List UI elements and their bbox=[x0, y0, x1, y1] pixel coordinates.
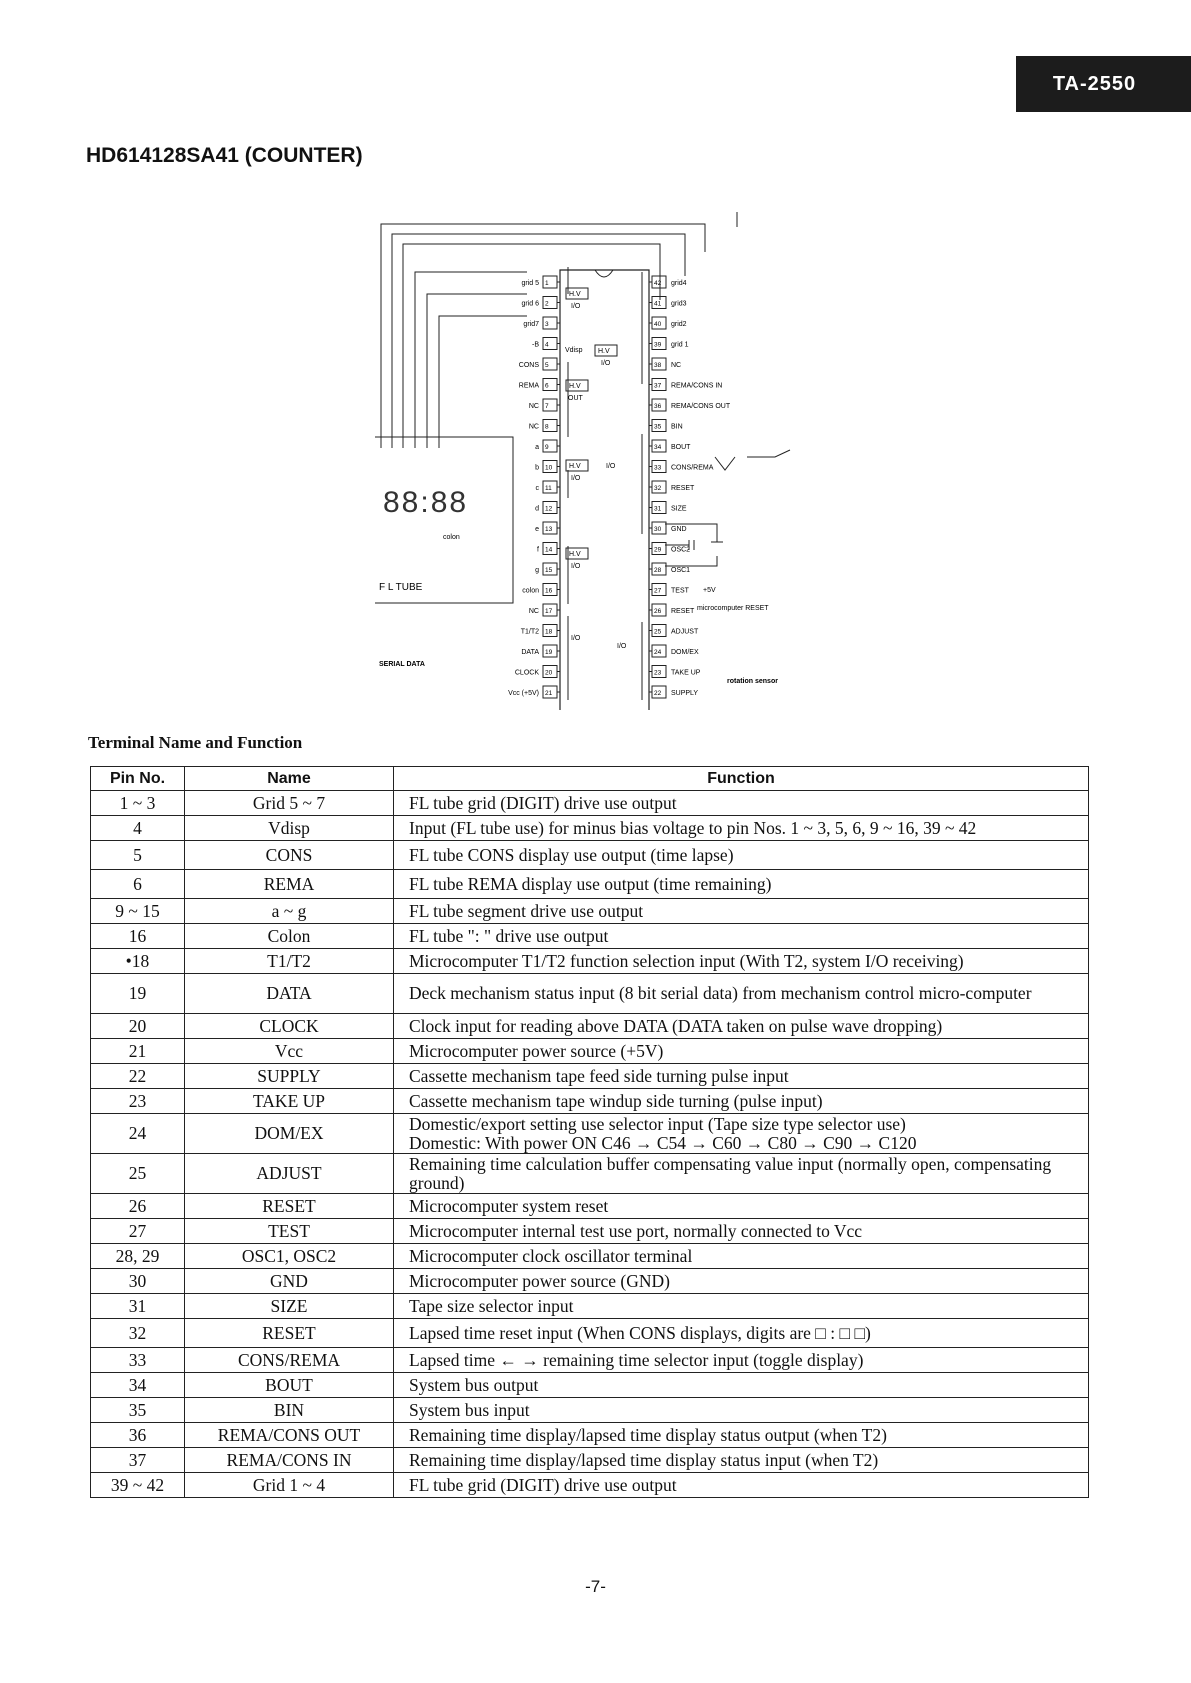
pin-number: 22 bbox=[654, 690, 662, 697]
left-pin-label: colon bbox=[522, 587, 539, 595]
table-row bbox=[91, 1373, 1089, 1398]
pin-number: 12 bbox=[545, 505, 553, 513]
function-cell: Tape size selector input bbox=[394, 1294, 1089, 1319]
pin-number: 6 bbox=[545, 382, 549, 390]
pin-no-cell: 34 bbox=[91, 1373, 185, 1398]
function-cell: System bus output bbox=[394, 1373, 1089, 1398]
name-cell: REMA/CONS IN bbox=[185, 1448, 394, 1473]
right-pin-label: BIN bbox=[671, 423, 683, 431]
pin-no-cell: 6 bbox=[91, 870, 185, 899]
function-cell: Microcomputer internal test use port, normally connected to Vcc bbox=[394, 1219, 1089, 1244]
function-cell: Lapsed time reset input (When CONS displays, digits are □ : □ □) bbox=[394, 1319, 1089, 1348]
name-cell: T1/T2 bbox=[185, 949, 394, 974]
pin-number: 11 bbox=[545, 485, 552, 492]
right-pin bbox=[649, 297, 687, 309]
table-row bbox=[91, 1219, 1089, 1244]
left-pin bbox=[522, 584, 560, 596]
pin-number: 35 bbox=[654, 423, 662, 431]
left-pin bbox=[519, 379, 560, 391]
right-pin-label: DOM/EX bbox=[671, 649, 699, 656]
right-pin bbox=[649, 317, 687, 329]
name-cell: Colon bbox=[185, 924, 394, 949]
page-heading: HD614128SA41 (COUNTER) bbox=[86, 144, 363, 167]
table-row bbox=[91, 1154, 1089, 1194]
inner-io-r2: I/O bbox=[606, 463, 616, 470]
pin-no-cell: 37 bbox=[91, 1448, 185, 1473]
right-pin bbox=[649, 379, 722, 391]
right-pin-label: CONS/REMA bbox=[671, 464, 714, 472]
name-cell: DOM/EX bbox=[185, 1114, 394, 1154]
function-cell: Remaining time display/lapsed time display status input (when T2) bbox=[394, 1448, 1089, 1473]
right-pin-label: TEST bbox=[671, 587, 689, 595]
left-pin-label: DATA bbox=[521, 649, 539, 656]
pin-no-cell: 5 bbox=[91, 841, 185, 870]
function-cell: Microcomputer T1/T2 function selection input (With T2, system I/O receiving) bbox=[394, 949, 1089, 974]
left-pin bbox=[523, 317, 560, 329]
left-pin-label: grid 6 bbox=[521, 300, 539, 308]
pin-number: 28 bbox=[654, 567, 662, 574]
right-pin bbox=[649, 625, 699, 637]
inner-io-3: I/O bbox=[571, 475, 581, 482]
table-row bbox=[91, 1423, 1089, 1448]
pin-no-cell: 31 bbox=[91, 1294, 185, 1319]
name-cell: TEST bbox=[185, 1219, 394, 1244]
table-row bbox=[91, 1473, 1089, 1498]
pin-number: 4 bbox=[545, 341, 549, 349]
pin-number: 36 bbox=[654, 403, 662, 410]
right-pin-label: REMA/CONS IN bbox=[671, 382, 723, 390]
function-cell: Input (FL tube use) for minus bias voltage to pin Nos. 1 ~ 3, 5, 6, 9 ~ 16, 39 ~ 42 bbox=[394, 816, 1089, 841]
left-pins bbox=[508, 276, 560, 698]
right-pin-label: SIZE bbox=[671, 505, 687, 513]
left-pin bbox=[515, 666, 560, 678]
table-row bbox=[91, 1064, 1089, 1089]
pin-number: 8 bbox=[545, 423, 549, 431]
pin-number: 40 bbox=[654, 321, 662, 328]
left-pin bbox=[535, 461, 560, 473]
pin-no-cell: 35 bbox=[91, 1398, 185, 1423]
left-pin-label: -B bbox=[532, 341, 539, 349]
left-pin-label: g bbox=[535, 567, 539, 574]
table-row bbox=[91, 816, 1089, 841]
name-cell: Vcc bbox=[185, 1039, 394, 1064]
right-pin bbox=[649, 399, 731, 411]
table-row bbox=[91, 1448, 1089, 1473]
table-row bbox=[91, 1194, 1089, 1219]
pin-no-cell: 27 bbox=[91, 1219, 185, 1244]
right-pin bbox=[649, 461, 714, 473]
pin-number: 24 bbox=[654, 649, 662, 656]
left-pin bbox=[535, 563, 560, 575]
inner-io-r3: I/O bbox=[617, 643, 627, 650]
pin-no-cell: •18 bbox=[91, 949, 185, 974]
pin-no-cell: 23 bbox=[91, 1089, 185, 1114]
plus5v-label: +5V bbox=[703, 587, 716, 594]
right-pin bbox=[649, 686, 698, 698]
right-pin bbox=[649, 604, 695, 616]
right-pin bbox=[649, 481, 695, 493]
model-tab bbox=[1016, 56, 1191, 112]
right-pin-label: GND bbox=[671, 526, 687, 533]
table-row bbox=[91, 949, 1089, 974]
right-pin-label: grid 1 bbox=[671, 341, 689, 349]
left-pin-label: NC bbox=[528, 423, 539, 431]
name-cell: REMA bbox=[185, 870, 394, 899]
right-pin-label: RESET bbox=[671, 485, 695, 492]
pin-number: 2 bbox=[545, 300, 549, 308]
function-cell: FL tube segment drive use output bbox=[394, 899, 1089, 924]
table-row bbox=[91, 924, 1089, 949]
left-pin-label: d bbox=[535, 505, 539, 513]
function-cell: Microcomputer clock oscillator terminal bbox=[394, 1244, 1089, 1269]
function-cell: Domestic/export setting use selector input (Tape size type selector use) Domestic: With power ON C46 → C54 → C60 → C80 → C90 → C120 bbox=[394, 1114, 1089, 1154]
table-row bbox=[91, 1398, 1089, 1423]
name-cell: SUPPLY bbox=[185, 1064, 394, 1089]
right-pin-label: ADJUST bbox=[671, 628, 699, 636]
left-pin bbox=[521, 276, 560, 288]
pin-number: 42 bbox=[654, 280, 662, 287]
left-pin-label: NC bbox=[528, 608, 539, 615]
function-cell: Lapsed time ← → remaining time selector input (toggle display) bbox=[394, 1348, 1089, 1373]
table-row bbox=[91, 1039, 1089, 1064]
left-pin bbox=[521, 297, 560, 309]
left-pin-label: CLOCK bbox=[514, 669, 539, 677]
name-cell: Vdisp bbox=[185, 816, 394, 841]
terminal-table bbox=[90, 766, 1089, 1498]
function-cell: FL tube CONS display use output (time lapse) bbox=[394, 841, 1089, 870]
left-pin bbox=[535, 522, 560, 534]
right-pin bbox=[649, 358, 681, 370]
pin-number: 32 bbox=[654, 485, 662, 492]
name-cell: BOUT bbox=[185, 1373, 394, 1398]
pin-number: 25 bbox=[654, 628, 662, 636]
pin-number: 16 bbox=[545, 587, 553, 595]
function-cell: Cassette mechanism tape feed side turning pulse input bbox=[394, 1064, 1089, 1089]
table-row bbox=[91, 1319, 1089, 1348]
pin-number: 37 bbox=[654, 382, 662, 390]
pin-diagram bbox=[375, 212, 825, 710]
inner-hv-r1: H.V bbox=[598, 348, 610, 355]
pin-number: 15 bbox=[545, 567, 553, 574]
left-pin-label: b bbox=[535, 464, 539, 472]
pin-number: 5 bbox=[545, 362, 549, 369]
left-pin bbox=[519, 358, 560, 370]
table-row bbox=[91, 1348, 1089, 1373]
right-pin bbox=[649, 338, 689, 350]
pin-no-cell: 39 ~ 42 bbox=[91, 1473, 185, 1498]
left-pin-label: REMA bbox=[518, 382, 539, 390]
left-pin-label: T1/T2 bbox=[520, 628, 539, 636]
pin-no-cell: 36 bbox=[91, 1423, 185, 1448]
name-cell: ADJUST bbox=[185, 1154, 394, 1194]
left-pin bbox=[535, 502, 560, 514]
micro-reset-label: microcomputer RESET bbox=[697, 605, 769, 612]
left-pin-label: e bbox=[535, 526, 539, 533]
left-pin bbox=[529, 399, 560, 411]
pin-number: 38 bbox=[654, 362, 662, 369]
function-cell: FL tube ": " drive use output bbox=[394, 924, 1089, 949]
table-row bbox=[91, 1014, 1089, 1039]
right-pin bbox=[649, 666, 701, 678]
name-cell: REMA/CONS OUT bbox=[185, 1423, 394, 1448]
name-cell: Grid 1 ~ 4 bbox=[185, 1473, 394, 1498]
pin-number: 20 bbox=[545, 669, 553, 677]
pin-number: 19 bbox=[545, 649, 553, 656]
right-pin bbox=[649, 440, 691, 452]
pin-no-cell: 32 bbox=[91, 1319, 185, 1348]
pin-number: 13 bbox=[545, 526, 553, 533]
left-pin bbox=[536, 481, 561, 493]
pin-no-cell: 26 bbox=[91, 1194, 185, 1219]
right-pin-label: BOUT bbox=[671, 444, 691, 451]
right-pin-label: OSC2 bbox=[671, 546, 691, 554]
pin-no-cell: 1 ~ 3 bbox=[91, 791, 185, 816]
left-pin bbox=[508, 686, 560, 698]
name-cell: SIZE bbox=[185, 1294, 394, 1319]
name-cell: OSC1, OSC2 bbox=[185, 1244, 394, 1269]
function-cell: Deck mechanism status input (8 bit serial data) from mechanism control micro-computer bbox=[394, 974, 1089, 1014]
pin-number: 23 bbox=[654, 669, 662, 677]
table-row bbox=[91, 1294, 1089, 1319]
right-pin-label: NC bbox=[671, 362, 682, 369]
pin-number: 7 bbox=[545, 403, 549, 410]
function-cell: Cassette mechanism tape windup side turning (pulse input) bbox=[394, 1089, 1089, 1114]
header-name: Name bbox=[185, 767, 394, 791]
pin-no-cell: 16 bbox=[91, 924, 185, 949]
inner-hv-3: H.V bbox=[569, 463, 581, 470]
inner-io-4: I/O bbox=[571, 563, 581, 570]
inner-io-5: I/O bbox=[571, 635, 581, 642]
model-number: TA-2550 bbox=[1052, 72, 1137, 95]
function-cell: Microcomputer power source (GND) bbox=[394, 1269, 1089, 1294]
pin-number: 1 bbox=[545, 280, 549, 287]
name-cell: CLOCK bbox=[185, 1014, 394, 1039]
pin-no-cell: 22 bbox=[91, 1064, 185, 1089]
table-row bbox=[91, 1269, 1089, 1294]
right-pin bbox=[649, 584, 690, 596]
left-pin bbox=[529, 604, 560, 616]
right-pin bbox=[649, 420, 683, 432]
inner-io-r1: I/O bbox=[601, 360, 611, 367]
right-pin-label: OSC1 bbox=[671, 567, 691, 574]
fl-display-digits: 88:88 bbox=[383, 486, 469, 519]
pin-number: 26 bbox=[654, 608, 662, 615]
function-cell: Microcomputer system reset bbox=[394, 1194, 1089, 1219]
pin-no-cell: 20 bbox=[91, 1014, 185, 1039]
pin-no-cell: 30 bbox=[91, 1269, 185, 1294]
function-cell: Remaining time calculation buffer compensating value input (normally open, compensating ground) bbox=[394, 1154, 1089, 1194]
table-row bbox=[91, 791, 1089, 816]
pin-number: 39 bbox=[654, 341, 662, 349]
function-cell: System bus input bbox=[394, 1398, 1089, 1423]
pin-number: 9 bbox=[545, 444, 549, 451]
left-pin-label: c bbox=[535, 485, 539, 492]
left-pin bbox=[537, 543, 560, 555]
table-row bbox=[91, 1244, 1089, 1269]
left-pin-label: Vcc (+5V) bbox=[508, 690, 539, 697]
function-cell: Remaining time display/lapsed time display status output (when T2) bbox=[394, 1423, 1089, 1448]
pin-number: 41 bbox=[654, 300, 662, 308]
table-row bbox=[91, 870, 1089, 899]
rotation-sensor-label: rotation sensor bbox=[727, 678, 778, 685]
right-pin bbox=[649, 563, 690, 575]
name-cell: RESET bbox=[185, 1319, 394, 1348]
name-cell: CONS bbox=[185, 841, 394, 870]
pin-number: 27 bbox=[654, 587, 662, 595]
left-pin bbox=[535, 440, 560, 452]
name-cell: CONS/REMA bbox=[185, 1348, 394, 1373]
table-row bbox=[91, 899, 1089, 924]
left-pin-label: NC bbox=[528, 403, 539, 410]
right-pin bbox=[649, 645, 699, 657]
right-pin bbox=[649, 543, 690, 555]
function-cell: Clock input for reading above DATA (DATA taken on pulse wave dropping) bbox=[394, 1014, 1089, 1039]
pin-no-cell: 33 bbox=[91, 1348, 185, 1373]
table-row bbox=[91, 1089, 1089, 1114]
pin-number: 17 bbox=[545, 608, 553, 615]
page-number: -7- bbox=[585, 1577, 606, 1596]
name-cell: a ~ g bbox=[185, 899, 394, 924]
left-pin bbox=[532, 338, 560, 350]
right-pin-label: RESET bbox=[671, 608, 695, 615]
name-cell: DATA bbox=[185, 974, 394, 1014]
table-row bbox=[91, 974, 1089, 1014]
fl-colon-label: colon bbox=[443, 534, 460, 541]
inner-vdisp: Vdisp bbox=[565, 347, 583, 354]
left-pin bbox=[521, 645, 560, 657]
function-cell: FL tube grid (DIGIT) drive use output bbox=[394, 791, 1089, 816]
fl-tube-label: F L TUBE bbox=[379, 582, 423, 593]
inner-hv-4: H.V bbox=[569, 551, 581, 558]
function-cell: FL tube grid (DIGIT) drive use output bbox=[394, 1473, 1089, 1498]
right-pin-label: grid2 bbox=[671, 321, 687, 328]
pin-number: 29 bbox=[654, 546, 662, 554]
right-pin-label: REMA/CONS OUT bbox=[671, 403, 731, 410]
inner-hv-1: H.V bbox=[569, 291, 581, 298]
header-function: Function bbox=[394, 767, 1089, 791]
inner-hv-2: H.V bbox=[569, 383, 581, 390]
right-pins bbox=[649, 276, 731, 698]
name-cell: GND bbox=[185, 1269, 394, 1294]
right-pin-label: SUPPLY bbox=[671, 690, 699, 697]
serial-data-label: SERIAL DATA bbox=[379, 661, 425, 668]
pin-number: 14 bbox=[545, 546, 553, 554]
right-pin-label: grid4 bbox=[671, 280, 687, 287]
right-pin bbox=[649, 276, 687, 288]
right-pin-label: TAKE UP bbox=[671, 669, 701, 677]
left-pin-label: CONS bbox=[518, 362, 539, 369]
table-row bbox=[91, 841, 1089, 870]
left-pin bbox=[521, 625, 560, 637]
pin-number: 30 bbox=[654, 526, 662, 533]
section-title: Terminal Name and Function bbox=[88, 733, 303, 752]
table-row bbox=[91, 1114, 1089, 1154]
name-cell: TAKE UP bbox=[185, 1089, 394, 1114]
pin-number: 18 bbox=[545, 628, 553, 636]
pin-number: 34 bbox=[654, 444, 662, 451]
function-cell: Microcomputer power source (+5V) bbox=[394, 1039, 1089, 1064]
pin-no-cell: 9 ~ 15 bbox=[91, 899, 185, 924]
inner-io-1: I/O bbox=[571, 303, 581, 310]
right-pin-label: grid3 bbox=[671, 300, 687, 308]
name-cell: RESET bbox=[185, 1194, 394, 1219]
name-cell: Grid 5 ~ 7 bbox=[185, 791, 394, 816]
pin-no-cell: 19 bbox=[91, 974, 185, 1014]
right-pin bbox=[649, 502, 687, 514]
pin-number: 33 bbox=[654, 464, 662, 472]
pin-number: 31 bbox=[654, 505, 662, 513]
header-pin-no: Pin No. bbox=[91, 767, 185, 791]
pin-number: 21 bbox=[545, 690, 553, 697]
left-pin-label: f bbox=[537, 546, 539, 554]
left-pin-label: grid7 bbox=[523, 321, 539, 328]
pin-no-cell: 4 bbox=[91, 816, 185, 841]
name-cell: BIN bbox=[185, 1398, 394, 1423]
pin-number: 3 bbox=[545, 321, 549, 328]
pin-no-cell: 21 bbox=[91, 1039, 185, 1064]
left-pin-label: a bbox=[535, 444, 539, 451]
left-pin-label: grid 5 bbox=[521, 280, 539, 287]
inner-out: OUT bbox=[568, 395, 583, 402]
pin-number: 10 bbox=[545, 464, 553, 472]
pin-no-cell: 24 bbox=[91, 1114, 185, 1154]
pin-no-cell: 25 bbox=[91, 1154, 185, 1194]
left-pin bbox=[529, 420, 560, 432]
pin-no-cell: 28, 29 bbox=[91, 1244, 185, 1269]
function-cell: FL tube REMA display use output (time remaining) bbox=[394, 870, 1089, 899]
